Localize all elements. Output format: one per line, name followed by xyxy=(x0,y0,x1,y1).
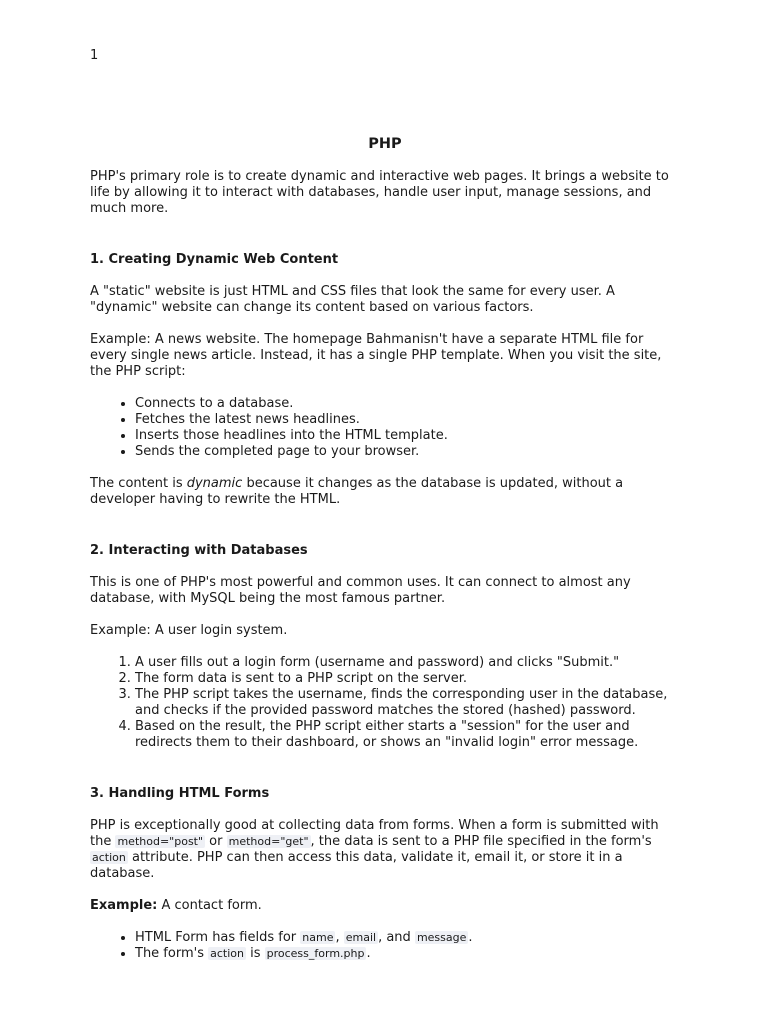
code-method-get: method="get" xyxy=(228,835,309,848)
code-action: action xyxy=(92,851,126,864)
page-number: 1 xyxy=(90,48,99,63)
section-2-paragraph-2: Example: A user login system. xyxy=(90,623,288,638)
code-message: message xyxy=(416,931,467,944)
section-1-paragraph-2: Example: A news website. The homepage Bahmanisn't have a separate HTML file for every single news article. Instead, it has a single PHP template. When you visit the site, the PHP script: xyxy=(90,332,662,379)
code-method-post: method="post" xyxy=(117,835,204,848)
list-item: 3. The PHP script takes the username, finds the corresponding user in the database, and checks if the provided password matches the stored (hashed) password. xyxy=(135,687,680,719)
emphasis-dynamic: dynamic xyxy=(186,476,243,491)
code-process-form: process_form.php xyxy=(266,947,365,960)
list-item: • HTML Form has fields for name , email , and message . xyxy=(135,930,680,946)
list-item: • Inserts those headlines into the HTML template. xyxy=(135,428,680,444)
list-item: • The form's action is process_form.php . xyxy=(135,946,680,962)
list-item: 2. The form data is sent to a PHP script on the server. xyxy=(135,671,680,687)
example-label: Example: xyxy=(90,898,158,913)
document-body xyxy=(90,135,680,978)
section-3-list xyxy=(90,930,680,962)
section-3-heading: 3. Handling HTML Forms xyxy=(90,786,270,801)
section-2-heading: 2. Interacting with Databases xyxy=(90,543,308,558)
list-item: • Connects to a database. xyxy=(135,396,680,412)
list-item: 4. Based on the result, the PHP script either starts a "session" for the user and redirects them to their dashboard, or shows an "invalid login" error message. xyxy=(135,719,680,751)
section-3-example: Example: A contact form. xyxy=(90,898,262,913)
section-1-paragraph-1: A "static" website is just HTML and CSS files that look the same for every user. A "dynamic" website can change its content based on various factors. xyxy=(90,284,615,315)
code-action-2: action xyxy=(210,947,244,960)
section-1-list xyxy=(90,396,680,460)
section-1-paragraph-3: The content is dynamic because it changes as the database is updated, without a developer having to rewrite the HTML. xyxy=(90,476,624,507)
section-2-list xyxy=(90,655,680,751)
list-item: • Fetches the latest news headlines. xyxy=(135,412,680,428)
page-title: PHP xyxy=(368,136,402,152)
code-email: email xyxy=(345,931,377,944)
section-3-paragraph-1: PHP is exceptionally good at collecting data from forms. When a form is submitted with the method="post" or method="get" , the data is sent to a PHP file specified in the form's action attribute. PHP can then access this data, validate it, email it, or store it in a database. xyxy=(90,818,659,881)
list-item: • Sends the completed page to your browser. xyxy=(135,444,680,460)
intro-paragraph: PHP's primary role is to create dynamic and interactive web pages. It brings a website to life by allowing it to interact with databases, handle user input, manage sessions, and much more. xyxy=(90,169,669,216)
list-item: 1. A user fills out a login form (username and password) and clicks "Submit." xyxy=(135,655,680,671)
section-2-paragraph-1: This is one of PHP's most powerful and common uses. It can connect to almost any database, with MySQL being the most famous partner. xyxy=(90,575,631,606)
section-1-heading: 1. Creating Dynamic Web Content xyxy=(90,252,339,267)
code-name: name xyxy=(302,931,334,944)
